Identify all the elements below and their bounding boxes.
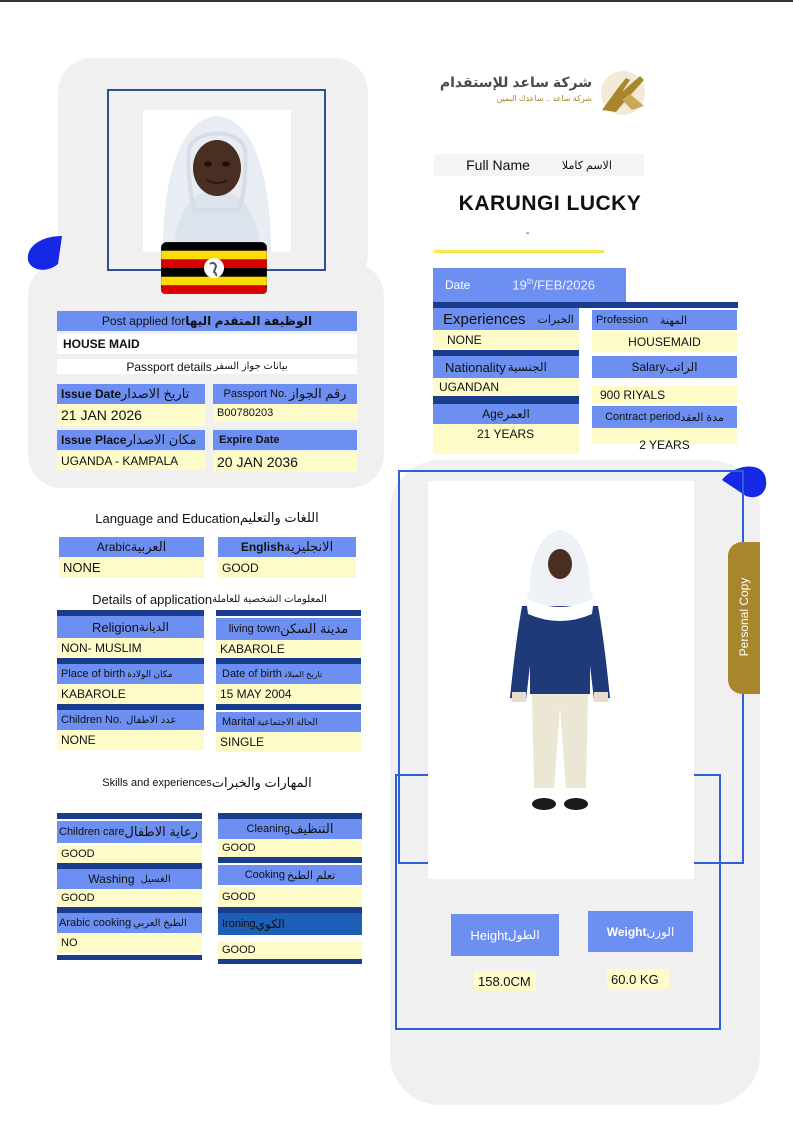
nationality-rule	[433, 396, 579, 404]
place-of-birth-value: KABAROLE	[57, 684, 204, 704]
children-value: NONE	[57, 730, 204, 750]
experiences-value: NONE	[433, 330, 579, 350]
arabic-header: Arabic العربية	[59, 537, 204, 557]
marital-header: Marital الحالة الاجتماعية	[216, 712, 361, 732]
details-rule-right	[216, 610, 361, 616]
cooking-header: Cooking تعلم الطبخ	[218, 865, 362, 885]
height-value: 158.0CM	[474, 971, 536, 991]
full-name-value: KARUNGI LUCKY	[458, 192, 642, 215]
nationality-value: UGANDAN	[433, 378, 579, 396]
washing-value: GOOD	[57, 889, 202, 907]
nationality-header: Nationality الجنسية	[433, 356, 579, 378]
contract-header: Contract period مدة العقد	[592, 406, 737, 428]
details-section-title: Details of application المعلومات الشخصية للعاملة	[57, 590, 362, 608]
date-of-birth-value: 15 MAY 2004	[216, 684, 361, 704]
ironing-header: Ironing الكوي	[218, 913, 362, 935]
profession-value: HOUSEMAID	[592, 332, 737, 352]
place-of-birth-header: Place of birth مكان الولادة	[57, 664, 204, 684]
personal-copy-label: Personal Copy	[737, 577, 751, 657]
full-name-label-ar: الاسم كاملا	[561, 159, 612, 172]
experiences-header: Experiences الخبرات	[433, 308, 579, 330]
cleaning-value: GOOD	[218, 839, 362, 857]
full-body-photo	[500, 528, 620, 818]
passport-no-header: Passport No. رقم الجواز	[213, 384, 357, 404]
cooking-value: GOOD	[218, 887, 362, 907]
skills-rule4-left	[57, 955, 202, 960]
issue-place-value: UGANDA - KAMPALA	[57, 452, 205, 470]
english-header: English الانجليزية	[218, 537, 356, 557]
full-name-label-bar	[434, 154, 644, 176]
age-bottom-fill	[433, 444, 579, 454]
children-care-header: Children care رعاية الاطفال	[57, 821, 202, 843]
portrait-photo	[143, 110, 291, 252]
passport-details-bar: Passport details بيانات جواز السفر	[57, 359, 357, 374]
company-name: شركة ساعد للإستقدام	[439, 74, 592, 90]
full-name-underline	[434, 250, 604, 253]
children-header: Children No. عدد الاطفال	[57, 710, 204, 730]
full-name-dash: -	[526, 228, 530, 239]
language-section-title: Language and Education اللغات والتعليم	[57, 509, 357, 527]
company-logo	[439, 70, 654, 116]
marital-value: SINGLE	[216, 732, 361, 752]
salary-value: 900 RIYALS	[592, 386, 737, 404]
skills-rule-left	[57, 813, 202, 819]
top-rule	[0, 0, 793, 2]
arabic-value: NONE	[59, 557, 204, 578]
salary-header: Salary الراتب	[592, 356, 737, 378]
children-care-value: GOOD	[57, 845, 202, 863]
details-rule3-right	[216, 704, 361, 710]
blue-blob-left-icon	[24, 234, 68, 274]
company-slogan: شركة ساعد .. ساعدك اليمين	[496, 94, 592, 103]
date-label: Date	[445, 278, 471, 292]
issue-place-header: Issue Place مكان الاصدار	[57, 430, 205, 450]
age-header: Age العمر	[433, 404, 579, 424]
weight-header: Weight الوزن	[588, 911, 693, 952]
height-header: Height الطول	[451, 914, 559, 956]
contract-value: 2 YEARS	[639, 438, 690, 452]
hands-logo-icon	[596, 70, 650, 116]
religion-header: Religion الديانة	[57, 616, 204, 638]
issue-date-header: Issue Date تاريخ الاصدار	[57, 384, 205, 404]
cleaning-header: Cleaning التنظيف	[218, 819, 362, 839]
religion-value: NON- MUSLIM	[57, 638, 204, 658]
skills-rule2-right	[218, 857, 362, 863]
passport-no-value: B00780203	[213, 404, 357, 422]
post-applied-value: HOUSE MAID	[57, 334, 357, 354]
post-applied-header: Post applied for الوظيفة المتقدم اليها	[57, 311, 357, 331]
profession-header: Profession المهنة	[592, 310, 737, 330]
skills-section-title: Skills and experiences المهارات والخبرات	[57, 774, 357, 792]
weight-value: 60.0 KG	[607, 969, 669, 989]
date-bar	[433, 268, 626, 302]
expire-date-value: 20 JAN 2036	[213, 452, 357, 472]
living-town-value: KABAROLE	[216, 640, 361, 658]
full-name-label-en: Full Name	[466, 157, 530, 173]
date-value: 19th/FEB/2026	[512, 277, 595, 293]
english-value: GOOD	[218, 557, 356, 578]
age-value: 21 YEARS	[433, 424, 579, 444]
living-town-header: living town مدينة السكن	[216, 618, 361, 640]
arabic-cooking-header: Arabic cooking الطبخ العربي	[57, 913, 202, 933]
issue-date-value: 21 JAN 2026	[57, 404, 205, 426]
expire-date-header: Expire Date	[213, 430, 357, 450]
uganda-flag	[161, 242, 267, 294]
skills-rule4-right	[218, 959, 362, 964]
washing-header: Washing الغسيل	[57, 869, 202, 889]
arabic-cooking-value: NO	[57, 933, 202, 953]
date-of-birth-header: Date of birth تاريخ الميلاد	[216, 664, 361, 684]
ironing-value: GOOD	[218, 941, 362, 959]
